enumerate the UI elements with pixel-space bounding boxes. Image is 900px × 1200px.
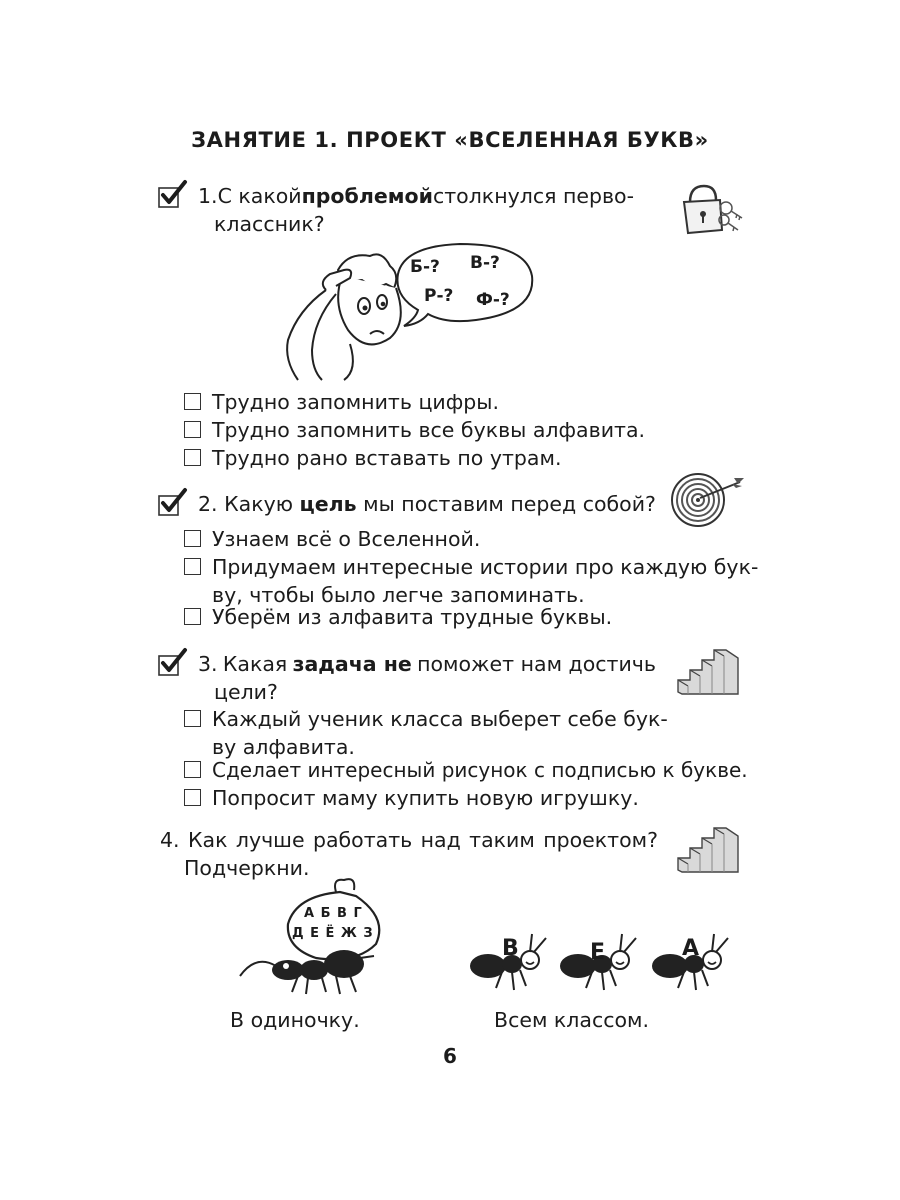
q1-option-3: Трудно рано вставать по утрам. [212,446,562,470]
bubble-text-1: Б-? [410,257,440,277]
bubble-text-4: Ф-? [476,290,510,310]
stairs-icon [674,648,742,696]
q1-option-1-checkbox[interactable] [184,393,201,410]
sack-letters-line2: Д Е Ё Ж З [292,926,374,941]
q2-option-3-checkbox[interactable] [184,608,201,625]
q3-option-1-line1: Каждый ученик класса выберет себе бук- [212,707,668,731]
checkmark-icon [158,488,188,518]
q1-option-2: Трудно запомнить все буквы алфавита. [212,418,646,442]
ant-letter-3: А [682,936,700,961]
q1-line1: 1. С какой проблемой столкнулся перво- [198,184,634,208]
q2-option-1-checkbox[interactable] [184,530,201,547]
q2-option-2-line1: Придумаем интересные истории про каждую бук- [212,555,759,579]
target-arrow-icon [670,472,750,528]
caption-whole-class[interactable]: Всем классом. [494,1008,650,1032]
q3-option-1-checkbox[interactable] [184,710,201,727]
q2-option-1: Узнаем всё о Вселенной. [212,527,481,551]
q3-option-1-line2: ву алфавита. [212,735,355,759]
caption-alone[interactable]: В одиночку. [230,1008,360,1032]
bubble-text-3: Р-? [424,286,454,306]
stairs-icon [674,826,742,874]
speech-bubble [390,240,540,330]
q2-option-3: Уберём из алфавита трудные буквы. [212,605,613,629]
q3-option-3-checkbox[interactable] [184,789,201,806]
q2-option-2-line2: ву, чтобы было легче запоминать. [212,583,585,607]
q1-option-3-checkbox[interactable] [184,449,201,466]
q3-option-2-checkbox[interactable] [184,761,201,778]
lesson-title: ЗАНЯТИЕ 1. ПРОЕКТ «ВСЕЛЕННАЯ БУКВ» [191,128,709,152]
q1-line2: классник? [214,212,325,236]
q3-option-2: Сделает интересный рисунок с подписью к букве. [212,758,748,782]
q3-option-3: Попросит маму купить новую игрушку. [212,786,639,810]
q2-option-2-checkbox[interactable] [184,558,201,575]
q2-line1: 2. Какую цель мы поставим перед собой? [198,492,656,516]
checkmark-icon [158,648,188,678]
padlock-keys-icon [676,178,746,238]
q3-line1: 3. Какая задача не поможет нам достичь [198,652,656,676]
q1-option-1: Трудно запомнить цифры. [212,390,499,414]
ant-letter-1: В [502,936,519,961]
ant-letter-2: Е [590,940,606,965]
q4-line1: 4. Как лучше работать над таким проектом? [160,828,658,852]
page-number: 6 [443,1044,457,1068]
q4-line2: Подчеркни. [184,856,310,880]
q1-option-2-checkbox[interactable] [184,421,201,438]
bubble-text-2: В-? [470,253,500,273]
sack-letters-line1: А Б В Г [304,906,363,921]
checkmark-icon [158,180,188,210]
q3-line2: цели? [214,680,278,704]
